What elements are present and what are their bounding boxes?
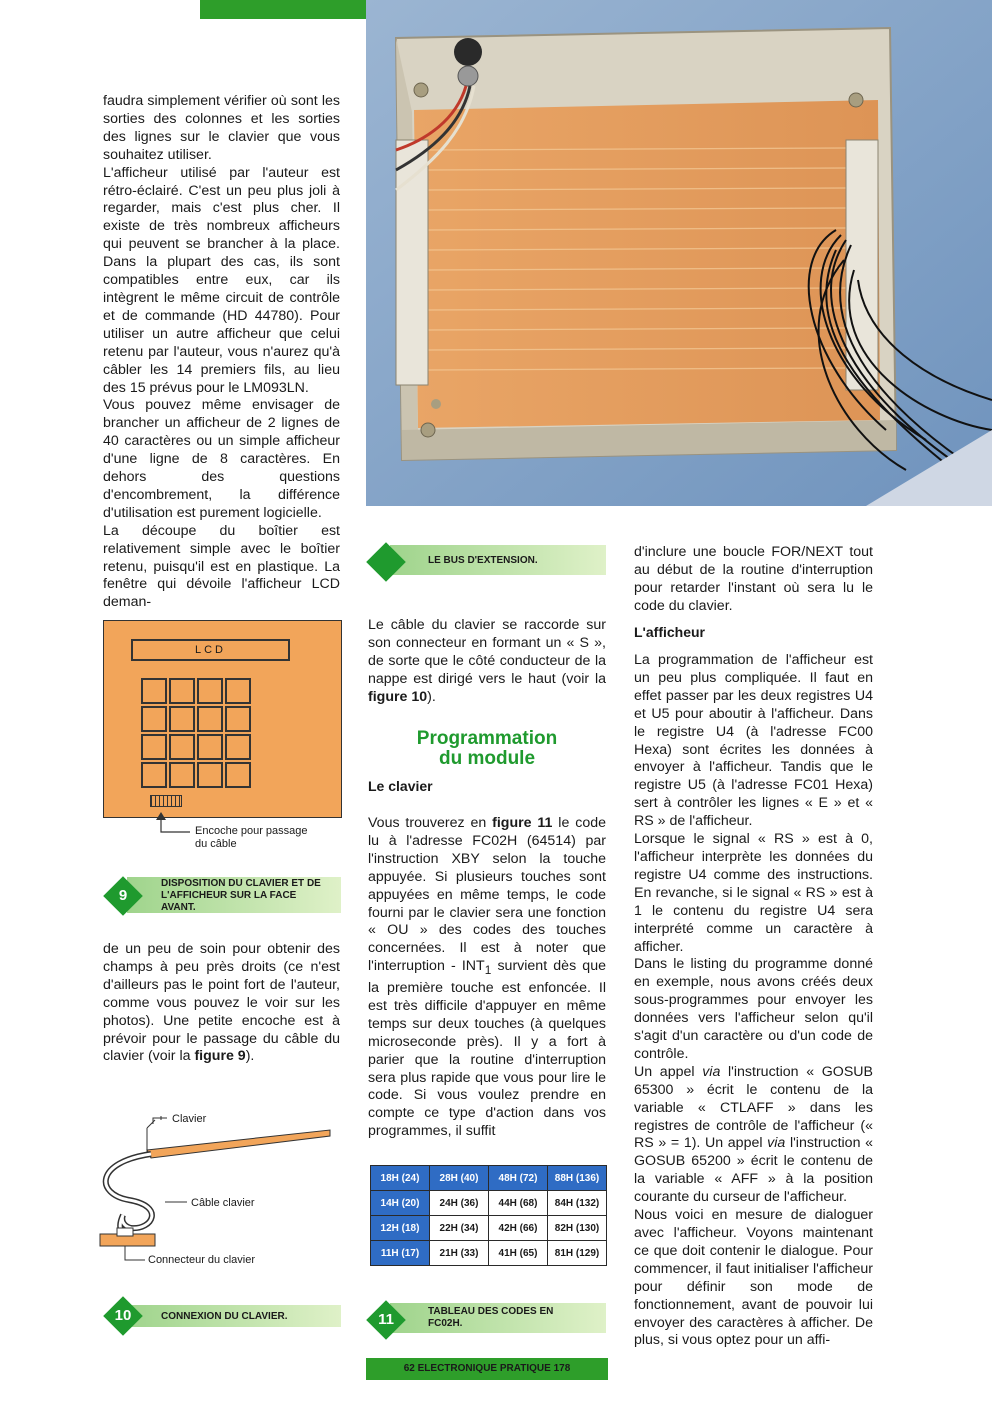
paragraph-text: Vous trouverez en — [368, 815, 493, 831]
notch-label — [195, 825, 308, 851]
table-cell: 22H (34) — [430, 1216, 489, 1241]
right-column-body — [634, 652, 873, 1350]
paragraph-text: Un appel — [634, 1063, 703, 1080]
heading-line-2: du module — [438, 748, 536, 769]
keypad-key — [141, 762, 167, 788]
keypad-key — [197, 706, 223, 732]
caption-text: DISPOSITION DU CLAVIER ET DE L'AFFICHEUR SUR LA FACE AVANT. — [161, 878, 321, 913]
keypad-key — [141, 734, 167, 760]
caption-text: CONNEXION DU CLAVIER. — [161, 1311, 288, 1322]
table-row — [371, 1191, 607, 1216]
codes-table-body — [371, 1166, 607, 1266]
notch-label-line-2: du câble — [195, 838, 237, 850]
heading-line-1: Programmation — [416, 728, 558, 749]
paragraph-text: l'instruction « GOSUB 65300 » écrit le contenu de la variable « CTLAFF » dans les registres de contrôle de l'afficheur (« RS » = 1). Un appel — [634, 1063, 874, 1152]
table-cell: 12H (18) — [371, 1216, 430, 1241]
left-column-text — [103, 93, 340, 612]
caption-text: LE BUS D'EXTENSION. — [428, 555, 538, 566]
table-cell: 84H (132) — [548, 1191, 607, 1216]
caption-text: TABLEAU DES CODES EN FC02H. — [428, 1306, 554, 1329]
cable-notch — [150, 795, 182, 807]
keypad-key — [225, 706, 251, 732]
subscript: 1 — [484, 963, 492, 978]
figure-11-caption — [366, 1298, 608, 1338]
label-keyboard: Clavier — [172, 1113, 207, 1125]
caption-number: 11 — [378, 1311, 394, 1328]
table-cell: 18H (24) — [371, 1166, 430, 1191]
figure-9-panel — [103, 620, 342, 818]
paragraph: Nous voici en mesure de dialoguer avec l'afficheur. Voyons maintenant ce que doit contenir le dialogue. Pour commencer, il faut initialiser l'afficheur pour définir son mode de fonctionnement, avant de pouvoir lui envoyer des caractères à afficher. De plus, si vous optez pour un affi- — [634, 1207, 873, 1349]
table-row — [371, 1216, 607, 1241]
caption-number: 9 — [118, 887, 128, 904]
lcd-window: LCD — [131, 639, 290, 661]
figure-ref: figure 10 — [368, 688, 428, 705]
table-cell: 42H (66) — [489, 1216, 548, 1241]
table-cell: 82H (130) — [548, 1216, 607, 1241]
figure-10-caption — [103, 1298, 343, 1334]
paragraph: Vous pouvez même envisager de brancher un afficheur de 2 lignes de 40 caractères ou un simple afficheur d'une ligne de 8 caractères. En dehors des questions d'encombrement, la différence d'utilisation est purement logicielle. — [103, 397, 340, 521]
table-cell: 81H (129) — [548, 1241, 607, 1266]
caption-number: 10 — [114, 1307, 132, 1324]
paragraph-end: ). — [245, 1048, 255, 1065]
notch-pointer — [150, 812, 190, 844]
circuit-board-illustration — [366, 0, 992, 506]
italic-via: via — [767, 1135, 786, 1152]
keypad-key — [141, 706, 167, 732]
keypad-key — [141, 678, 167, 704]
paragraph: L'afficheur utilisé par l'auteur est rétro-éclairé. C'est un peu plus joli à regarder, mais c'est plus cher. Il existe de très nombreux afficheurs qui peuvent se brancher à la place. Dans la plupart des cas, ils sont compatibles entre eux, car ils intègrent le même circuit de contrôle et de commande (HD 44780). Pour utiliser un autre afficheur que celui retenu par l'auteur, vous n'aurez qu'à câbler les 14 premiers fils, au lieu des 15 prévus pour le LM093LN. — [103, 164, 340, 396]
subheading-afficheur: L'afficheur — [634, 624, 706, 640]
figure-ref: figure 9 — [194, 1048, 246, 1065]
keypad-key — [169, 706, 195, 732]
paragraph — [368, 617, 606, 707]
photo-caption — [366, 540, 608, 580]
paragraph-text: le code lu à l'adresse FC02H (64514) par l'instruction XBY selon la touche appuyée. Si plusieurs touches sont appuyées en même temps, le code fourni par le clavier sera une fonction « OU » des codes des touches concernées. Il est à noter que l'interruption - INT — [368, 815, 606, 975]
paragraph: d'inclure une boucle FOR/NEXT tout au début de la routine d'interruption pour retarder l'instant où sera lu le code du clavier. — [634, 544, 873, 614]
keypad-key — [225, 734, 251, 760]
paragraph-end: ). — [427, 688, 436, 705]
right-column-p1 — [634, 544, 873, 616]
keypad-key — [169, 678, 195, 704]
paragraph-text: l'instruction « GOSUB 65200 » écrit le contenu de la variable « AFF » à la position courante du curseur de l'afficheur. — [634, 1135, 873, 1206]
figure-ref: figure 11 — [492, 815, 553, 831]
table-row — [371, 1241, 607, 1266]
table-cell: 28H (40) — [430, 1166, 489, 1191]
left-column-text-2 — [103, 941, 340, 1066]
keypad-key — [197, 678, 223, 704]
paragraph — [634, 1064, 873, 1207]
bus-extension-photo — [366, 0, 992, 506]
keypad-key — [225, 678, 251, 704]
paragraph: faudra simplement vérifier où sont les sorties des colonnes et les sorties des lignes sur le clavier que vous souhaitez utiliser. — [103, 93, 340, 163]
middle-column-p2 — [368, 815, 606, 1141]
middle-column-p1 — [368, 617, 606, 707]
codes-table — [370, 1165, 607, 1266]
keypad-key — [169, 762, 195, 788]
paragraph: Dans le listing du programme donné en exemple, nous avons créés deux sous-programmes pour envoyer les données vers l'afficheur selon qu'il s'agit d'un caractère ou d'un code de contrôle. — [634, 956, 873, 1062]
table-cell: 44H (68) — [489, 1191, 548, 1216]
table-cell: 88H (136) — [548, 1166, 607, 1191]
section-heading — [368, 729, 606, 769]
paragraph: La découpe du boîtier est relativement simple avec le boîtier retenu, puisqu'il est en plastique. La fenêtre qui dévoile l'afficheur LCD deman- — [103, 522, 340, 611]
paragraph-text: survient dès que la première touche est enfoncée. Il est très difficile d'appuyer en même temps sur deux touches (à quelques microseconde près). Il y a fort à parier que la routine d'interruption sera plus rapide que vous pour lire le code. Si vous voulez prendre en compte ce type d'action dans vos programmes, il suffit — [368, 958, 606, 1140]
paragraph — [103, 941, 340, 1066]
table-cell: 21H (33) — [430, 1241, 489, 1266]
italic-via: via — [702, 1063, 721, 1080]
table-cell: 48H (72) — [489, 1166, 548, 1191]
paragraph: La programmation de l'afficheur est un peu plus compliquée. Il faut en effet passer par les deux registres U4 et U5 pour aboutir à l'afficheur. Dans le registre U4 (à l'adresse FC00 Hexa) sont écrites les données à envoyer à l'afficheur. Tandis que le registre U5 (à l'adresse FC01 Hexa) sert à contrôler les lignes « E » et « RS » de l'afficheur. — [634, 652, 873, 830]
label-cable: Câble clavier — [191, 1197, 255, 1209]
table-cell: 11H (17) — [371, 1241, 430, 1266]
table-cell: 41H (65) — [489, 1241, 548, 1266]
label-connector: Connecteur du clavier — [148, 1254, 256, 1266]
table-cell: 24H (36) — [430, 1191, 489, 1216]
figure-9-caption — [103, 873, 343, 917]
notch-label-line-1: Encoche pour passage — [195, 825, 308, 837]
keypad-key — [225, 762, 251, 788]
paragraph-text: de un peu de soin pour obtenir des champs à peu près droits (ce n'est d'ailleurs pas le point fort de l'auteur, comme vous pouvez le voir sur les photos). Une petite encoche est à prévoir pour le passage du câble du clavier (voir la — [103, 941, 340, 1065]
keypad-key — [197, 734, 223, 760]
page-footer: 62 ELECTRONIQUE PRATIQUE 178 — [366, 1358, 608, 1380]
keypad-key — [197, 762, 223, 788]
paragraph: Lorsque le signal « RS » est à 0, l'afficheur interprète les données du registre U4 comme des instructions. En revanche, si le signal « RS » est à 1 le contenu du registre U4 sera interprété comme un caractère à afficher. — [634, 831, 873, 955]
table-cell: 14H (20) — [371, 1191, 430, 1216]
table-row — [371, 1166, 607, 1191]
paragraph-text: Le câble du clavier se raccorde sur son connecteur en formant un « S », de sorte que le côté conducteur de la nappe est dirigé vers le haut (voir la — [368, 617, 606, 687]
keypad-key — [169, 734, 195, 760]
paragraph — [368, 815, 606, 1141]
subheading-clavier: Le clavier — [368, 778, 433, 794]
